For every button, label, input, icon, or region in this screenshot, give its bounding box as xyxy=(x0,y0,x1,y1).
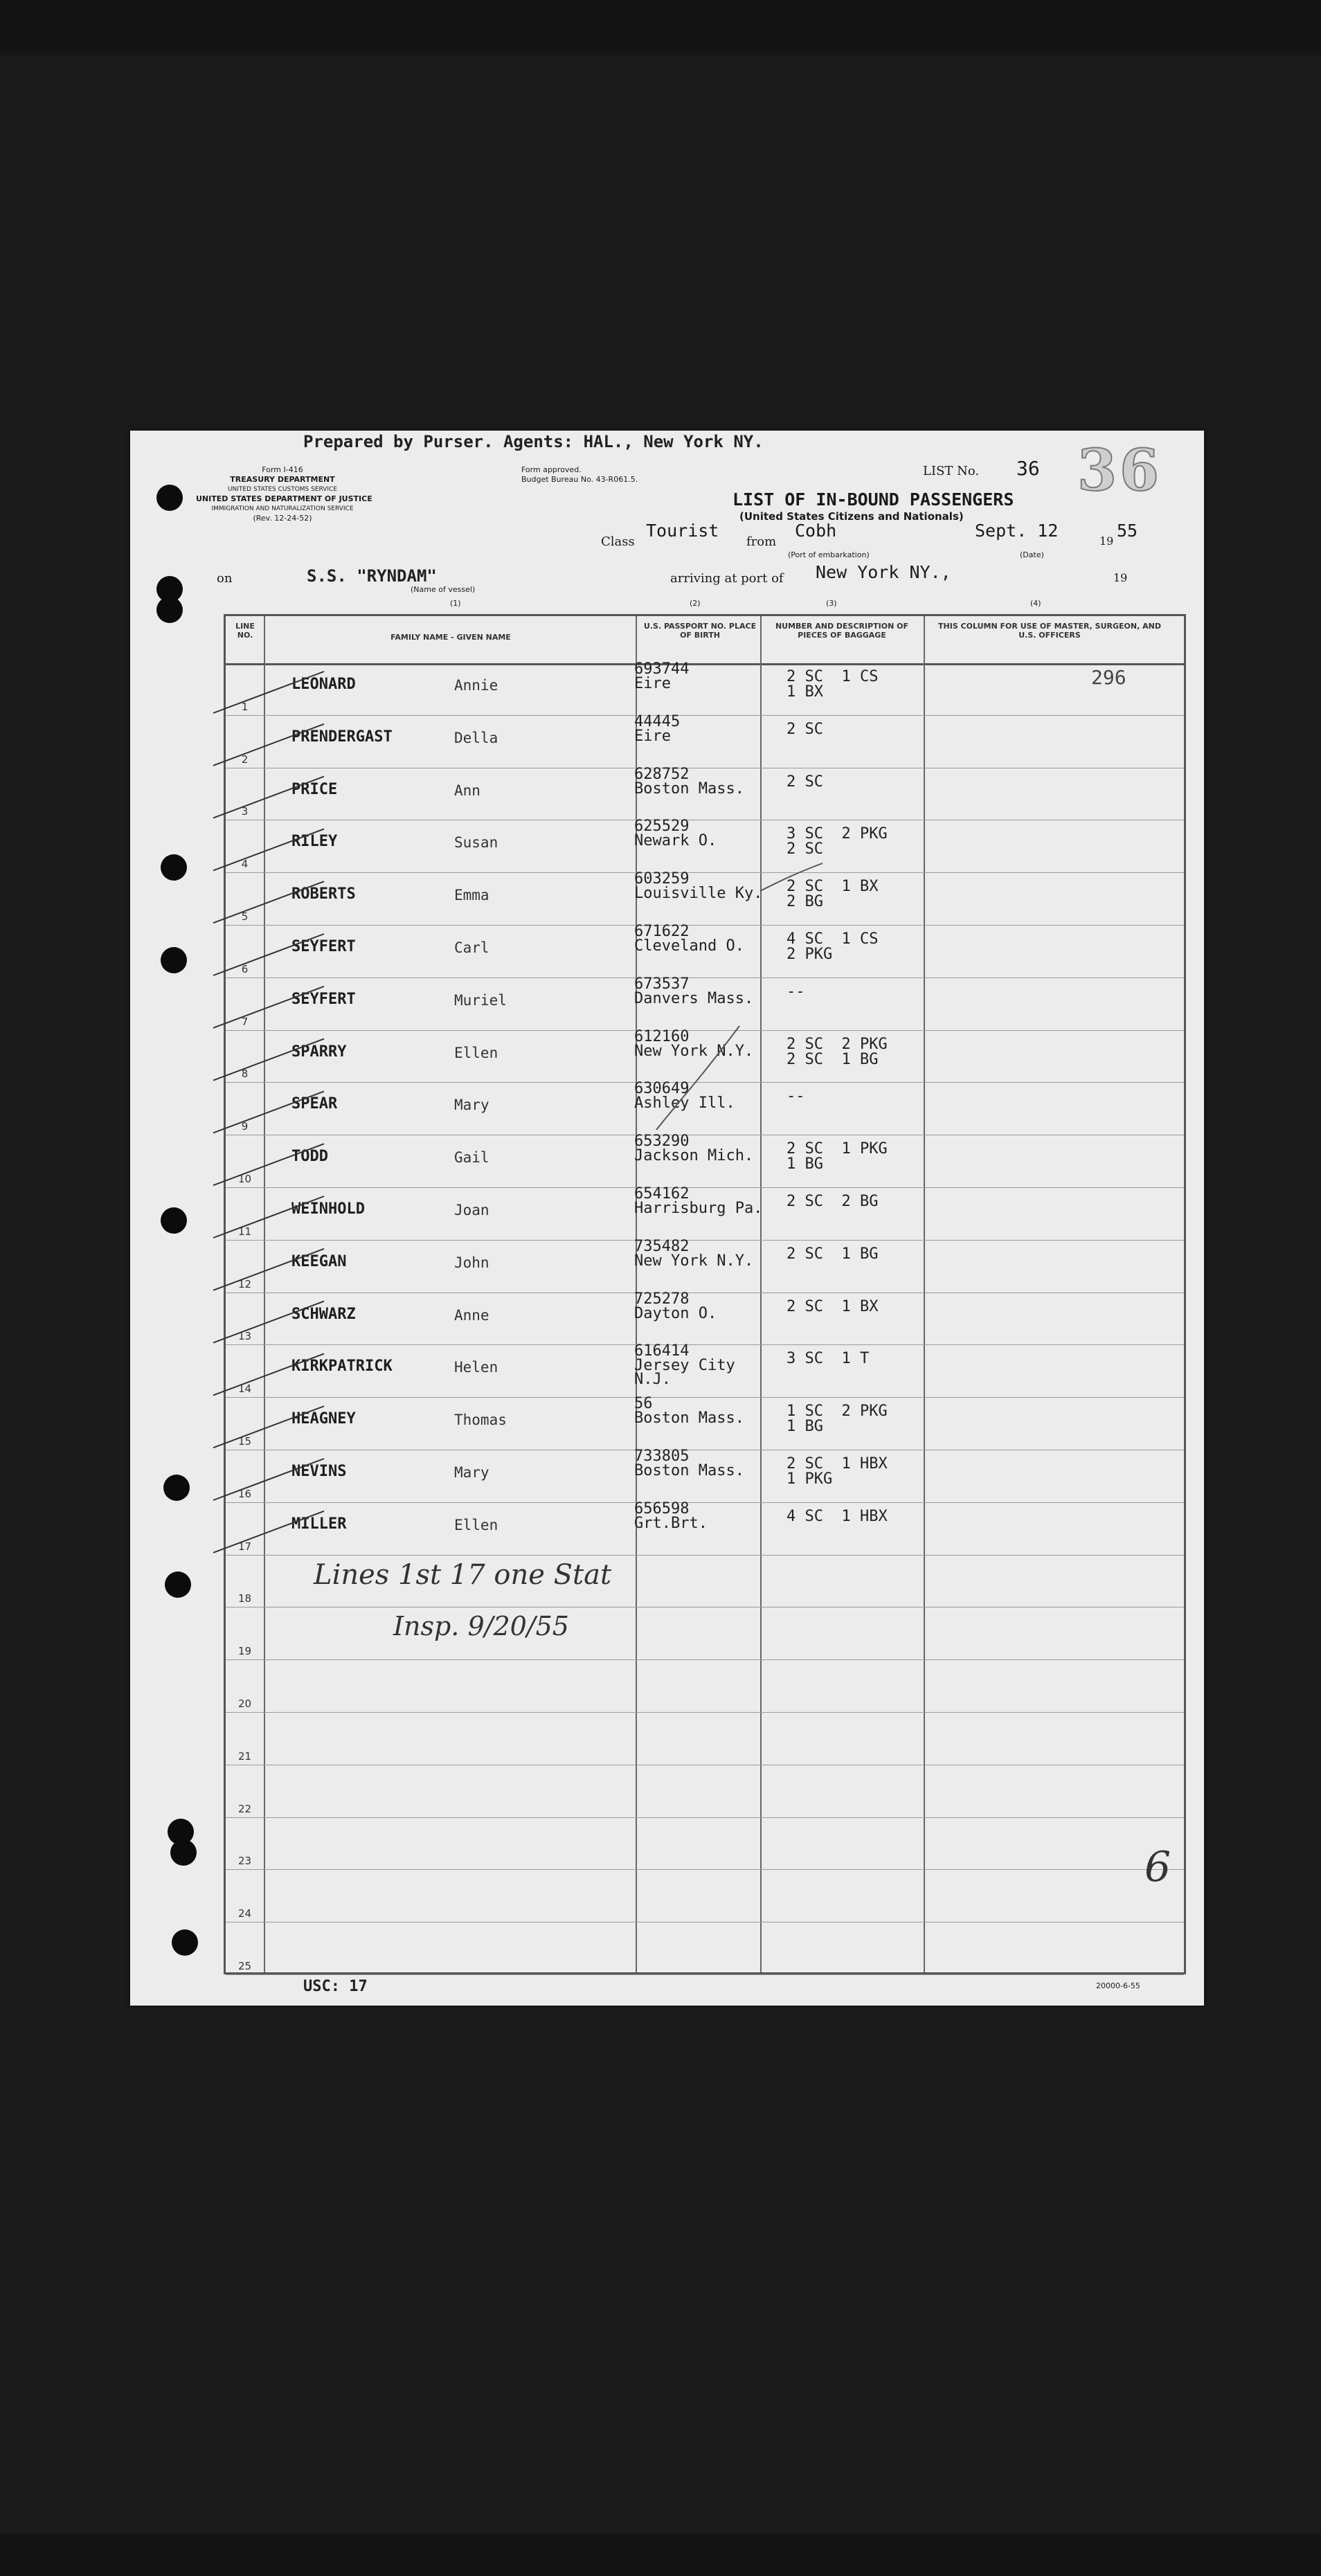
family-name: WEINHOLD xyxy=(291,1200,365,1218)
table-header xyxy=(226,616,1184,665)
baggage-line-1: -- xyxy=(787,1088,805,1106)
baggage-line-1: 2 SC 2 PKG xyxy=(787,1035,888,1053)
passport-number: 625529 xyxy=(634,818,690,836)
given-name: Mary xyxy=(454,1464,489,1481)
passport-number: 603259 xyxy=(634,870,690,888)
passport-number: 656598 xyxy=(634,1499,690,1517)
baggage-line-1: 2 SC xyxy=(787,773,823,791)
line-number: 20 xyxy=(237,1697,252,1710)
header-line-no: LINE NO. xyxy=(235,622,255,640)
line-number: 12 xyxy=(237,1277,252,1290)
form-approved-text: Form approved. xyxy=(521,465,582,474)
line-number: 5 xyxy=(241,910,249,923)
table-row xyxy=(226,1870,1184,1922)
punch-hole-3 xyxy=(156,597,183,623)
table-row xyxy=(226,1027,1184,1083)
baggage-line-1: -- xyxy=(787,982,805,1000)
baggage-line-1: 2 SC 1 PKG xyxy=(787,1140,888,1158)
punch-hole-7 xyxy=(163,1475,190,1501)
table-row xyxy=(226,1713,1184,1765)
punch-hole-4 xyxy=(161,854,187,881)
print-code: 20000-6-55 xyxy=(1096,1981,1140,1990)
line-number: 24 xyxy=(237,1907,252,1920)
place-of-birth: Boston Mass. xyxy=(634,1462,744,1479)
line-number: 18 xyxy=(237,1592,252,1605)
baggage-line-2: 2 PKG xyxy=(787,946,833,963)
baggage-line-1: 2 SC 2 BG xyxy=(787,1193,879,1210)
year-prefix: 19 xyxy=(1099,534,1114,548)
given-name: Muriel xyxy=(454,991,507,1009)
header-passport: U.S. PASSPORT NO. PLACE OF BIRTH xyxy=(643,622,757,640)
place-of-birth: Jackson Mich. xyxy=(634,1147,754,1165)
given-name: Mary xyxy=(454,1097,489,1114)
family-name: KIRKPATRICK xyxy=(291,1358,393,1376)
class-label: Class xyxy=(601,534,635,549)
family-name: PRENDERGAST xyxy=(291,728,393,746)
given-name: John xyxy=(454,1254,489,1271)
line-number: 2 xyxy=(241,753,249,766)
table-row xyxy=(226,1395,1184,1450)
punch-hole-5 xyxy=(161,947,187,973)
col-num-4: (4) xyxy=(1030,599,1041,608)
given-name: Annie xyxy=(454,677,498,694)
ins-service: IMMIGRATION AND NATURALIZATION SERVICE xyxy=(211,505,354,512)
passenger-table xyxy=(224,614,1186,1974)
baggage-line-1: 3 SC 1 T xyxy=(787,1350,870,1368)
table-row xyxy=(226,923,1184,978)
passport-number: 654162 xyxy=(634,1185,690,1203)
header-baggage: NUMBER AND DESCRIPTION OF PIECES OF BAGGAGE xyxy=(775,622,909,640)
table-row xyxy=(226,765,1184,821)
baggage-line-2: 2 SC xyxy=(787,840,823,858)
family-name: SEYFERT xyxy=(291,938,356,955)
table-row xyxy=(226,975,1184,1031)
from-label: from xyxy=(746,534,777,549)
header-officers: THIS COLUMN FOR USE OF MASTER, SURGEON, AND U.S. OFFICERS xyxy=(938,622,1161,640)
col-num-1: (1) xyxy=(450,599,461,608)
family-name: RILEY xyxy=(291,833,338,851)
vessel-value: S.S. "RYNDAM" xyxy=(307,566,437,586)
table-row xyxy=(226,1290,1184,1346)
place-of-birth: Newark O. xyxy=(634,832,717,850)
line-number: 22 xyxy=(237,1802,252,1815)
given-name: Della xyxy=(454,729,498,746)
baggage-line-2: 2 BG xyxy=(787,893,823,911)
year2-prefix: 19 xyxy=(1113,571,1128,584)
row-rule xyxy=(226,1974,1184,1975)
line-number: 7 xyxy=(241,1015,249,1028)
place-of-birth: New York N.Y. xyxy=(634,1252,754,1270)
form-id-block xyxy=(196,465,372,523)
passport-number: 612160 xyxy=(634,1027,690,1045)
usc-total: USC: 17 xyxy=(303,1978,368,1995)
punch-hole-11 xyxy=(172,1929,198,1956)
family-name: HEAGNEY xyxy=(291,1410,356,1428)
on-label: on xyxy=(217,571,233,586)
officer-notation: 296 xyxy=(1091,666,1126,689)
port-caption: (Port of embarkation) xyxy=(788,550,870,559)
line-number: 11 xyxy=(237,1225,252,1238)
baggage-line-1: 2 SC xyxy=(787,720,823,738)
punch-hole-10 xyxy=(170,1839,197,1866)
vessel-caption: (Name of vessel) xyxy=(411,585,476,594)
place-of-birth: Louisville Ky. xyxy=(634,885,763,903)
baggage-line-2: 1 PKG xyxy=(787,1470,833,1488)
place-of-birth: Cleveland O. xyxy=(634,937,744,955)
family-name: SEYFERT xyxy=(291,990,356,1008)
punch-hole-6 xyxy=(161,1207,187,1234)
baggage-line-1: 3 SC 2 PKG xyxy=(787,825,888,843)
baggage-line-1: 4 SC 1 CS xyxy=(787,930,879,948)
table-row xyxy=(226,1660,1184,1713)
baggage-line-1: 2 SC 1 BG xyxy=(787,1245,879,1263)
table-row xyxy=(226,870,1184,926)
table-row xyxy=(226,1607,1184,1660)
place-of-birth: Boston Mass. xyxy=(634,1409,744,1427)
header-name: FAMILY NAME - GIVEN NAME xyxy=(390,633,511,642)
customs-service: UNITED STATES CUSTOMS SERVICE xyxy=(227,486,338,493)
passport-number: 630649 xyxy=(634,1080,690,1098)
line-number: 19 xyxy=(237,1645,252,1658)
form-subtitle: (United States Citizens and Nationals) xyxy=(739,510,964,523)
given-name: Ellen xyxy=(454,1044,498,1061)
arrival-port: New York NY., xyxy=(816,562,951,582)
given-name: Ann xyxy=(454,782,480,799)
handwritten-signature-line19: Insp. 9/20/55 xyxy=(393,1611,569,1641)
side-mark: 6 xyxy=(1144,1843,1171,1891)
table-row xyxy=(226,1342,1184,1398)
family-name: MILLER xyxy=(291,1515,347,1533)
baggage-line-1: 2 SC 1 BX xyxy=(787,1297,879,1315)
line-number: 17 xyxy=(237,1540,252,1553)
line-number: 14 xyxy=(237,1382,252,1396)
table-row xyxy=(226,1450,1184,1503)
baggage-line-1: 2 SC 1 CS xyxy=(787,668,879,685)
justice-dept: UNITED STATES DEPARTMENT OF JUSTICE xyxy=(196,494,372,503)
line-number: 4 xyxy=(241,858,249,871)
baggage-line-2: 1 BG xyxy=(787,1155,823,1173)
given-name: Thomas xyxy=(454,1412,507,1429)
place-of-birth: Eire xyxy=(634,727,671,745)
table-row xyxy=(226,1237,1184,1293)
class-value: Tourist xyxy=(646,521,719,541)
from-value: Cobh xyxy=(795,521,837,541)
handwritten-note-line18: Lines 1st 17 one Stat xyxy=(314,1559,612,1591)
family-name: SPARRY xyxy=(291,1043,347,1061)
place-of-birth: Ashley Ill. xyxy=(634,1095,735,1113)
family-name: ROBERTS xyxy=(291,885,356,903)
col-num-2: (2) xyxy=(690,599,701,608)
list-no-label: LIST No. xyxy=(923,464,980,478)
baggage-line-2: 2 SC 1 BG xyxy=(787,1050,879,1068)
table-row xyxy=(226,820,1184,873)
passport-number: 44445 xyxy=(634,712,681,730)
passport-number: 735482 xyxy=(634,1237,690,1255)
manifest-page xyxy=(130,431,1204,2006)
passport-number: 616414 xyxy=(634,1342,690,1360)
place-of-birth: Dayton O. xyxy=(634,1304,717,1322)
family-name: TODD xyxy=(291,1148,328,1166)
table-row xyxy=(226,1922,1184,1975)
form-approval xyxy=(521,465,638,485)
year-suffix: 55 xyxy=(1117,521,1138,541)
family-name: SCHWARZ xyxy=(291,1305,356,1323)
punch-hole-8 xyxy=(165,1571,191,1598)
list-number-stamp: 36 xyxy=(1077,438,1162,504)
punch-hole-1 xyxy=(156,485,183,511)
place-of-birth: New York N.Y. xyxy=(634,1042,754,1060)
given-name: Carl xyxy=(454,939,489,956)
table-row xyxy=(226,1818,1184,1871)
passport-number: 653290 xyxy=(634,1133,690,1151)
passport-number: 673537 xyxy=(634,975,690,993)
table-row xyxy=(226,1080,1184,1135)
place-of-birth: Harrisburg Pa. xyxy=(634,1200,763,1217)
given-name: Susan xyxy=(454,834,498,852)
line-number: 21 xyxy=(237,1749,252,1763)
date-value: Sept. 12 xyxy=(975,521,1059,541)
place-of-birth: Eire xyxy=(634,675,671,692)
given-name: Emma xyxy=(454,887,489,904)
line-number: 15 xyxy=(237,1434,252,1448)
table-row xyxy=(226,1765,1184,1818)
given-name: Gail xyxy=(454,1149,489,1167)
table-row xyxy=(226,1185,1184,1241)
baggage-line-1: 4 SC 1 HBX xyxy=(787,1507,888,1525)
family-name: KEEGAN xyxy=(291,1252,347,1270)
form-revision: (Rev. 12-24-52) xyxy=(253,514,312,523)
budget-bureau-text: Budget Bureau No. 43-R061.5. xyxy=(521,475,638,484)
passport-number: 733805 xyxy=(634,1448,690,1465)
date-caption: (Date) xyxy=(1020,550,1044,559)
line-number: 6 xyxy=(241,962,249,975)
line-number: 16 xyxy=(237,1487,252,1500)
family-name: LEONARD xyxy=(291,676,356,693)
place-of-birth: Grt.Brt. xyxy=(634,1514,708,1532)
baggage-line-2: 1 BX xyxy=(787,683,823,701)
treasury-dept: TREASURY DEPARTMENT xyxy=(230,475,335,484)
baggage-line-1: 1 SC 2 PKG xyxy=(787,1403,888,1421)
table-row xyxy=(226,1499,1184,1556)
passport-number: 693744 xyxy=(634,660,690,678)
table-row xyxy=(226,712,1184,768)
baggage-line-2: 1 BG xyxy=(787,1418,823,1436)
line-number: 9 xyxy=(241,1120,249,1133)
passport-number: 725278 xyxy=(634,1290,690,1308)
line-number: 25 xyxy=(237,1959,252,1972)
line-number: 3 xyxy=(241,805,249,818)
line-number: 23 xyxy=(237,1855,252,1868)
given-name: Ellen xyxy=(454,1516,498,1533)
prepared-by-line: Prepared by Purser. Agents: HAL., New York NY. xyxy=(303,432,764,451)
given-name: Joan xyxy=(454,1202,489,1218)
line-number: 8 xyxy=(241,1068,249,1081)
line-number: 13 xyxy=(237,1330,252,1343)
form-title: LIST OF IN-BOUND PASSENGERS xyxy=(733,489,1014,510)
arriving-label: arriving at port of xyxy=(670,571,784,586)
given-name: Helen xyxy=(454,1359,498,1376)
line-number: 10 xyxy=(237,1172,252,1185)
family-name: SPEAR xyxy=(291,1095,338,1113)
col-num-3: (3) xyxy=(826,599,837,608)
family-name: PRICE xyxy=(291,780,338,798)
table-row xyxy=(226,660,1184,716)
place-of-birth: Danvers Mass. xyxy=(634,989,754,1007)
place-of-birth: Boston Mass. xyxy=(634,780,744,798)
passport-number: 628752 xyxy=(634,765,690,783)
passport-number: 671622 xyxy=(634,923,690,940)
table-row xyxy=(226,1135,1184,1188)
line-number: 1 xyxy=(241,700,249,713)
given-name: Anne xyxy=(454,1306,489,1324)
family-name: NEVINS xyxy=(291,1463,347,1480)
passport-number: 56 xyxy=(634,1395,653,1413)
baggage-line-1: 2 SC 1 BX xyxy=(787,878,879,896)
place-of-birth: Jersey City N.J. xyxy=(634,1357,735,1389)
baggage-line-1: 2 SC 1 HBX xyxy=(787,1455,888,1472)
list-no-value: 36 xyxy=(1016,457,1040,480)
form-number: Form I-416 xyxy=(262,465,303,474)
